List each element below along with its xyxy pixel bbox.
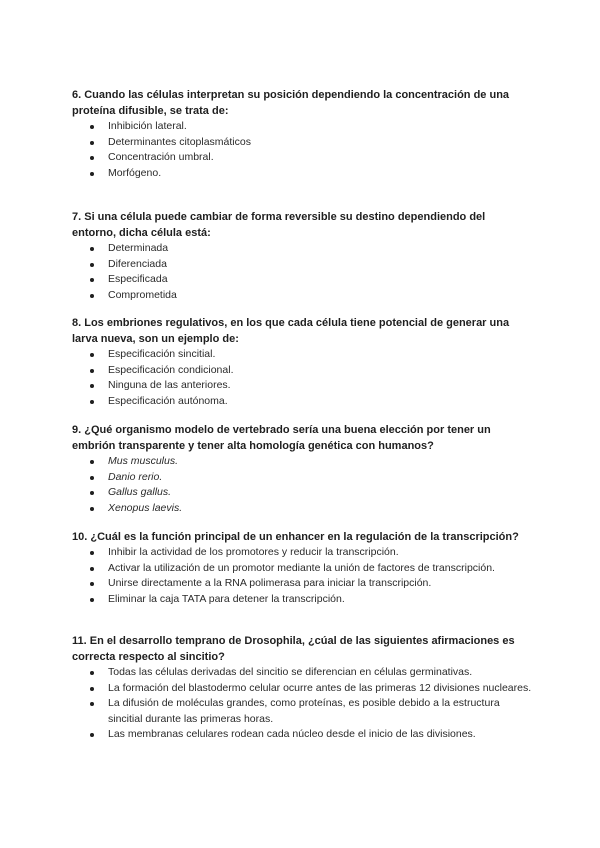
option-item: Concentración umbral. [72,150,532,166]
bullet-icon [90,460,94,464]
bullet-icon [90,476,94,480]
option-list [72,545,532,607]
option-item: Gallus gallus. [72,485,532,501]
bullet-icon [90,491,94,495]
bullet-icon [90,294,94,298]
option-item: La difusión de moléculas grandes, como proteínas, es posible debido a la estructura sincitial durante las primeras horas. [72,696,532,727]
option-list [72,241,532,303]
option-item: Especificación sincitial. [72,347,532,363]
question-title: 8. Los embriones regulativos, en los que cada célula tiene potencial de generar una larva nueva, son un ejemplo de: [72,317,510,345]
option-item: Danio rerio. [72,470,532,486]
bullet-icon [90,551,94,555]
bullet-icon [90,687,94,691]
bullet-icon [90,598,94,602]
option-item: Diferenciada [72,257,532,273]
bullet-icon [90,172,94,176]
bullet-icon [90,156,94,160]
option-item: Activar la utilización de un promotor mediante la unión de factores de transcripción. [72,561,532,577]
option-item: Comprometida [72,288,532,304]
option-list [72,665,532,743]
bullet-icon [90,263,94,267]
bullet-icon [90,247,94,251]
question-title: 11. En el desarrollo temprano de Drosophila, ¿cúal de las siguientes afirmaciones es correcta respecto al sincitio? [72,635,515,663]
bullet-icon [90,582,94,586]
question-title: 6. Cuando las células interpretan su posición dependiendo la concentración de una proteína difusible, se trata de: [72,89,510,117]
question-10 [72,529,532,607]
option-item: Especificada [72,272,532,288]
bullet-icon [90,384,94,388]
bullet-icon [90,567,94,571]
question-title: 10. ¿Cuál es la función principal de un enhancer en la regulación de la transcripción? [72,531,519,543]
question-title: 9. ¿Qué organismo modelo de vertebrado sería una buena elección por tener un embrión transparente y tener alta homología genética con humanos? [72,424,491,452]
option-item: Especificación autónoma. [72,394,532,410]
option-list [72,119,532,181]
bullet-icon [90,507,94,511]
bullet-icon [90,353,94,357]
option-item: Determinada [72,241,532,257]
bullet-icon [90,733,94,737]
bullet-icon [90,125,94,129]
question-title: 7. Si una célula puede cambiar de forma reversible su destino dependiendo del entorno, dicha célula está: [72,211,486,239]
bullet-icon [90,278,94,282]
option-item: Inhibición lateral. [72,119,532,135]
option-item: Unirse directamente a la RNA polimerasa para iniciar la transcripción. [72,576,532,592]
bullet-icon [90,141,94,145]
option-item: Morfógeno. [72,166,532,182]
option-item: Mus musculus. [72,454,532,470]
bullet-icon [90,369,94,373]
option-list [72,454,532,516]
option-item: Eliminar la caja TATA para detener la transcripción. [72,592,532,608]
option-item: Especificación condicional. [72,363,532,379]
option-item: Todas las células derivadas del sincitio se diferencian en células germinativas. [72,665,532,681]
question-11 [72,633,532,743]
question-9 [72,422,532,516]
option-item: La formación del blastodermo celular ocurre antes de las primeras 12 divisiones nucleares. [72,681,532,697]
bullet-icon [90,702,94,706]
option-list [72,347,532,409]
question-6 [72,87,532,181]
option-item: Xenopus laevis. [72,501,532,517]
bullet-icon [90,400,94,404]
question-7 [72,209,532,303]
option-item: Las membranas celulares rodean cada núcleo desde el inicio de las divisiones. [72,727,532,743]
option-item: Inhibir la actividad de los promotores y reducir la transcripción. [72,545,532,561]
bullet-icon [90,671,94,675]
question-8 [72,315,532,409]
option-item: Determinantes citoplasmáticos [72,135,532,151]
option-item: Ninguna de las anteriores. [72,378,532,394]
